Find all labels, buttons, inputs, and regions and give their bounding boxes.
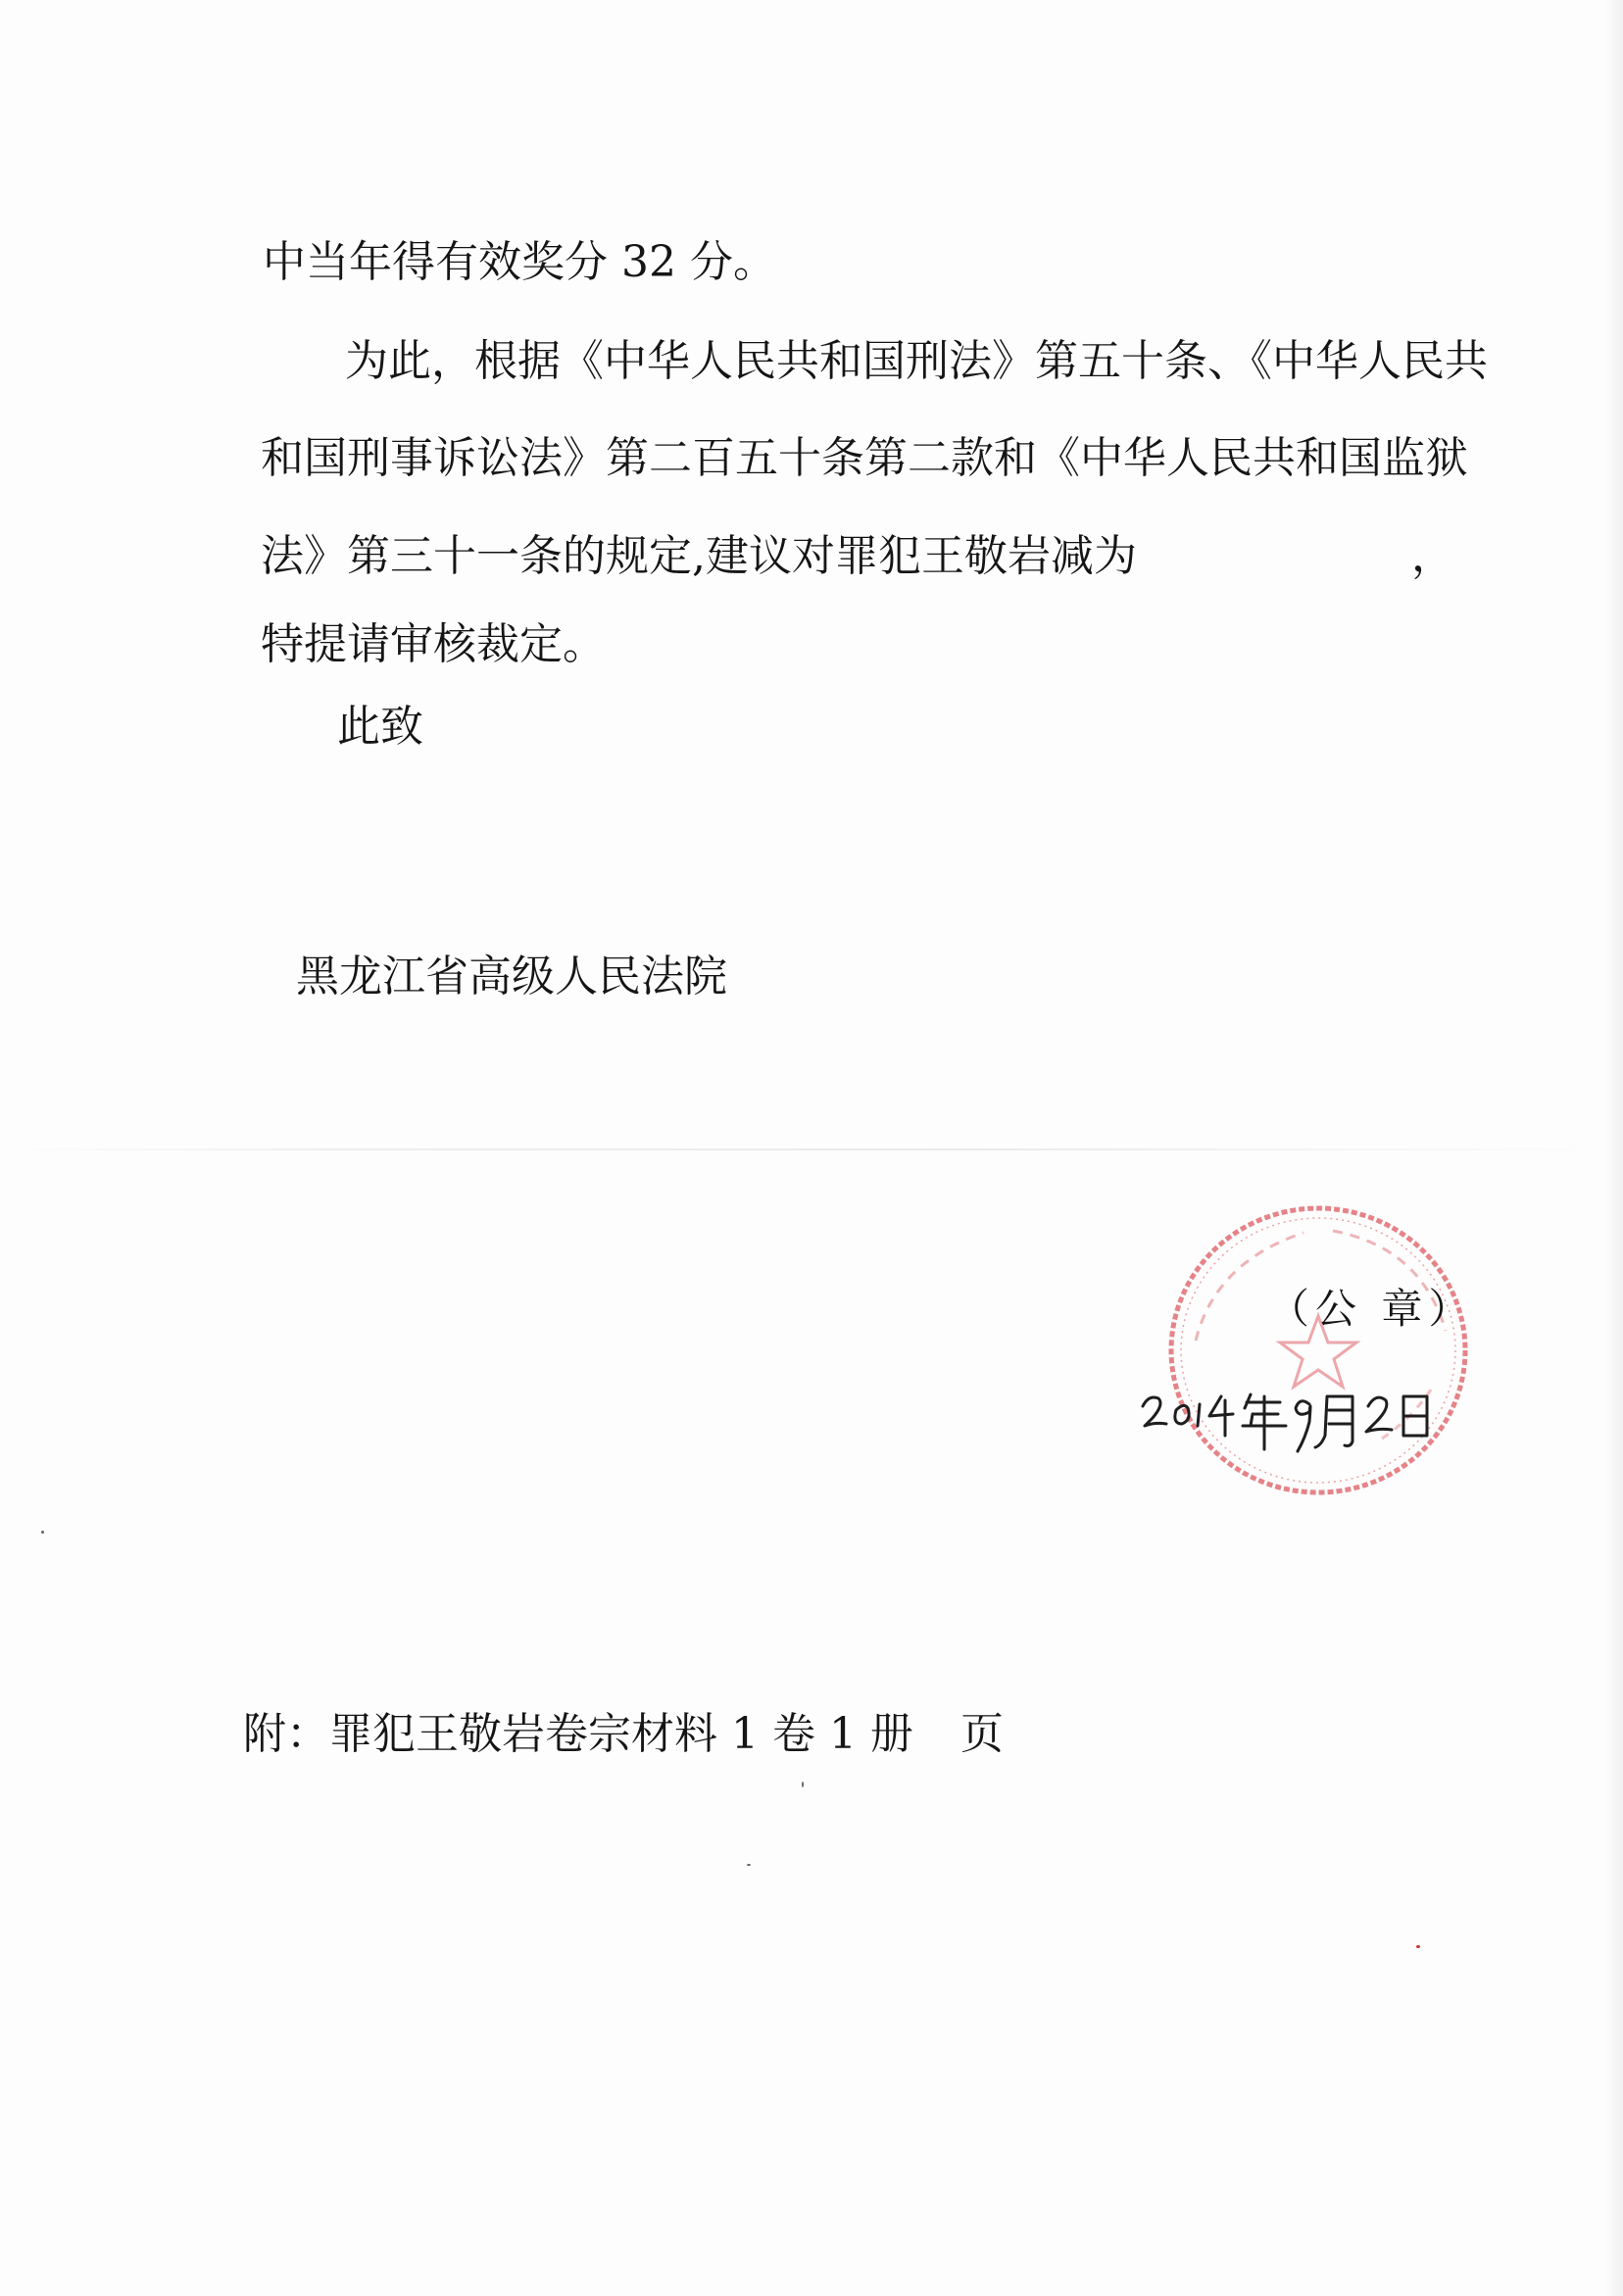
recipient-court: 黑龙江省高级人民法院	[296, 952, 727, 1001]
scan-fold-line	[0, 1148, 1623, 1150]
body-line-4-comma: ，	[1411, 531, 1454, 581]
scan-edge-shadow	[1605, 0, 1623, 2296]
attachment-page-unit: 页	[960, 1709, 1004, 1759]
body-line-4: 法》第三十一条的规定,建议对罪犯王敬岩减为	[261, 531, 1137, 581]
body-line-2: 为此，根据《中华人民共和国刑法》第五十条、《中华人民共	[345, 336, 1488, 386]
scan-speck	[1416, 1945, 1420, 1948]
body-line-3: 和国刑事诉讼法》第二百五十条第二款和《中华人民共和国监狱	[261, 433, 1468, 483]
seal-label: （公 章）	[1268, 1285, 1476, 1333]
scan-speck	[802, 1782, 804, 1787]
body-line-1: 中当年得有效奖分 32 分。	[263, 237, 776, 287]
salutation: 此致	[337, 702, 423, 752]
handwritten-date	[1135, 1367, 1449, 1455]
scan-speck	[747, 1864, 751, 1866]
body-line-5: 特提请审核裁定。	[261, 619, 606, 669]
official-seal-stamp	[1156, 1194, 1480, 1507]
scan-speck	[41, 1531, 44, 1534]
attachment-line: 附：罪犯王敬岩卷宗材料 1 卷 1 册	[243, 1709, 913, 1759]
